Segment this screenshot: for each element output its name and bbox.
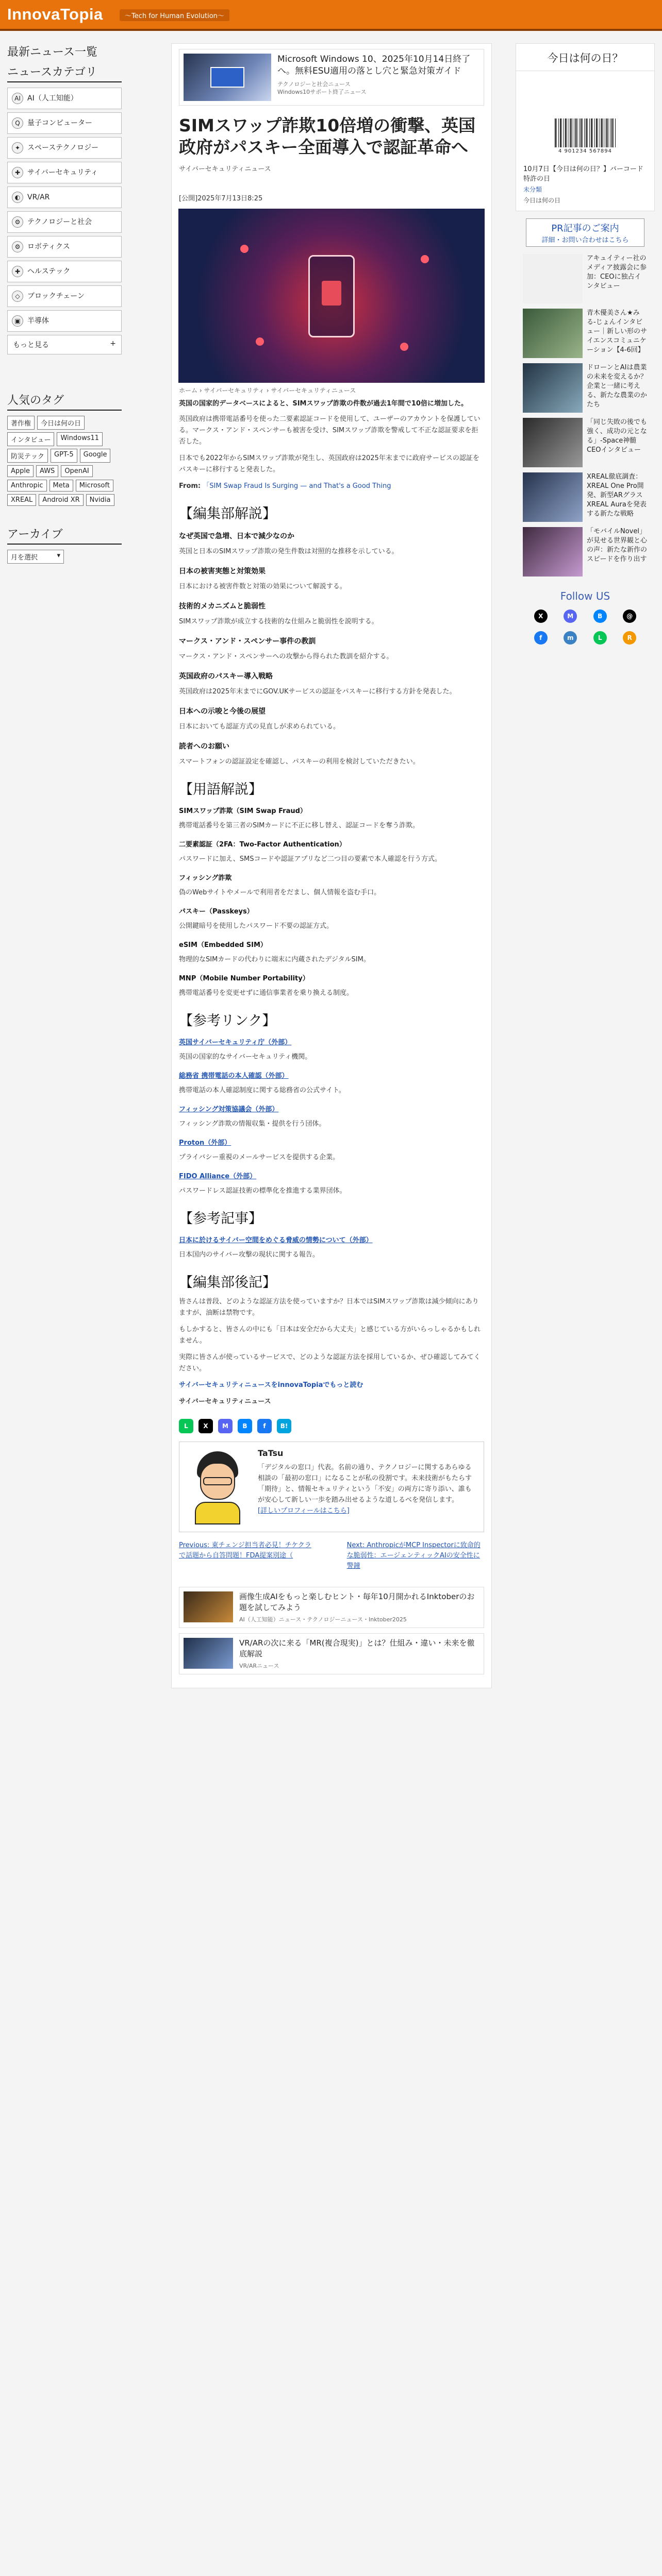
misskey-icon[interactable]: m — [564, 631, 577, 645]
tag-chip[interactable]: 防災テック — [7, 449, 48, 463]
author-box — [179, 1442, 484, 1532]
reference-desc: 英国の国家的なサイバーセキュリティ機関。 — [179, 1053, 312, 1061]
subsection-text: マークス・アンド・スペンサーへの攻撃から得られた教訓を紹介する。 — [179, 653, 393, 660]
from-label: From: — [179, 482, 201, 490]
category-label: スペーステクノロジー — [27, 144, 99, 152]
category-icon: ✚ — [12, 266, 23, 277]
social-icons-row-1 — [516, 609, 655, 623]
subsection-title: 日本への示唆と今後の展望 — [179, 707, 266, 716]
reference-link[interactable]: 英国サイバーセキュリティ庁（外部） — [179, 1039, 292, 1046]
reference-link[interactable]: フィッシング対策協議会（外部） — [179, 1106, 279, 1113]
reference-desc: フィッシング詐欺の情報収集・提供を行う団体。 — [179, 1120, 326, 1128]
sidebar-article[interactable] — [523, 254, 648, 303]
category-item[interactable] — [7, 310, 122, 332]
tag-chip[interactable]: Apple — [7, 465, 34, 477]
category-item[interactable] — [7, 112, 122, 134]
sidebar-article-title[interactable]: アキュイティー社のメディア披露会に参加：CEOに独占インタビュー — [587, 255, 647, 290]
reference-item — [179, 1070, 484, 1080]
subsection-text: スマートフォンの認証設定を確認し、パスキーの利用を検討していただきたい。 — [179, 758, 420, 766]
network-node-icon — [240, 245, 249, 253]
author-avatar — [186, 1448, 250, 1526]
sim-card-icon — [322, 281, 341, 306]
latest-news-heading[interactable]: 最新ニュース一覧 — [7, 46, 97, 59]
sidebar-article-thumbnail — [523, 527, 583, 577]
tag-chip[interactable]: 今日は何の日 — [37, 416, 85, 430]
related-meta: VR/ARニュース — [239, 1663, 279, 1669]
sidebar-article[interactable] — [523, 527, 648, 577]
line-icon[interactable]: L — [593, 631, 607, 645]
category-item[interactable] — [7, 187, 122, 208]
pr-banner-title: PR記事のご案内 — [551, 223, 619, 234]
barcode-number: 4 901234 567894 — [558, 148, 613, 154]
sidebar-article-thumbnail — [523, 254, 583, 303]
sidebar-article-title[interactable]: 「同じ失敗の後でも強く、成功の元となる」-Space神髄CEOインタビュー — [587, 418, 648, 454]
category-heading: ニュースカテゴリ — [7, 63, 122, 82]
reference-desc: 日本国内のサイバー攻撃の現状に関する報告。 — [179, 1251, 319, 1259]
sidebar-article-thumbnail — [523, 418, 583, 467]
sidebar-article-title[interactable]: 「モバイルNovel」が見せる世界観と心の声：新たな新作のスピードを作り出す — [587, 528, 648, 563]
glossary-term: パスキー（Passkeys） — [179, 908, 254, 916]
tag-chip[interactable]: Google — [80, 449, 111, 463]
post-navigation — [179, 1540, 484, 1571]
today-widget — [516, 43, 655, 211]
tag-chip[interactable]: 著作権 — [7, 416, 35, 430]
tag-chip[interactable]: AWS — [36, 465, 58, 477]
reference-item — [179, 1137, 484, 1147]
references-heading: 【参考リンク】 — [179, 1013, 276, 1029]
today-category[interactable]: 未分類 — [523, 186, 542, 193]
reference-link[interactable]: Proton（外部） — [179, 1139, 231, 1147]
category-label: ヘルステック — [27, 267, 71, 276]
pr-banner[interactable] — [526, 218, 644, 247]
category-icon: ◐ — [12, 192, 23, 203]
postscript-heading: 【編集部後記】 — [179, 1275, 276, 1291]
reference-link[interactable]: FIDO Alliance（外部） — [179, 1173, 257, 1180]
glossary-definition: 携帯電話番号を変更せずに通信事業者を乗り換える制度。 — [179, 989, 354, 997]
hatena-share-icon[interactable]: B! — [277, 1419, 291, 1433]
source-line — [179, 481, 484, 492]
topic-link[interactable]: サイバーセキュリティニュースをinnovaTopiaでもっと読む — [179, 1381, 363, 1389]
glossary-definition: 携帯電話番号を第三者のSIMカードに不正に移し替え、認証コードを奪う詐欺。 — [179, 822, 420, 829]
subsection-text: 日本においても認証方式の見直しが求められている。 — [179, 723, 340, 731]
category-icon: AI — [12, 93, 23, 104]
archive-select[interactable] — [7, 550, 64, 564]
barcode-image[interactable] — [555, 118, 616, 147]
author-profile-link[interactable]: [詳しいプロフィールはこちら] — [258, 1507, 350, 1515]
source-link[interactable]: 「SIM Swap Fraud Is Surging — and That's a Good Thing — [203, 482, 391, 490]
line-share-icon[interactable]: L — [179, 1419, 193, 1433]
glossary-term: 二要素認証（2FA：Two-Factor Authentication） — [179, 841, 346, 849]
glossary-definition: 偽のWebサイトやメールで利用者をだまし、個人情報を盗む手口。 — [179, 889, 381, 896]
category-item[interactable] — [7, 211, 122, 233]
related-title[interactable]: 画像生成AIをもっと楽しむヒント・毎年10月開かれるInktoberのお題を試してみよう — [239, 1592, 475, 1612]
tag-chip[interactable]: Microsoft — [76, 480, 113, 492]
category-label: 半導体 — [27, 317, 49, 325]
x-icon[interactable]: X — [534, 609, 548, 623]
mastodon-share-icon[interactable]: M — [218, 1419, 233, 1433]
article-title: SIMスワップ詐欺10倍増の衝撃、英国政府がパスキー全面導入で認証革命へ — [179, 115, 476, 157]
facebook-icon[interactable]: f — [534, 631, 548, 645]
article-category[interactable]: サイバーセキュリティニュース — [179, 165, 271, 173]
tag-chip[interactable]: XREAL — [7, 494, 36, 506]
reference-item — [179, 1104, 484, 1113]
category-label: ロボティクス — [27, 243, 70, 251]
category-item[interactable] — [7, 261, 122, 282]
social-icons-row-2 — [516, 631, 655, 645]
subsection-title: なぜ英国で急増、日本で減少なのか — [179, 532, 294, 540]
related-title[interactable]: VR/ARの次に来る「MR(複合現実)」とは？仕組み・違い・未来を徹底解説 — [239, 1638, 475, 1658]
category-label: 量子コンピューター — [27, 119, 92, 127]
category-item[interactable] — [7, 162, 122, 183]
threads-icon[interactable]: @ — [623, 609, 636, 623]
network-node-icon — [400, 343, 408, 351]
intro-paragraph: 英国政府は携帯電話番号を使った二要素認証コードを使用して、ユーザーのアカウントを保護している。マークス・アンド・スペンサーも被害を受け、SIMスワップ詐欺を警戒して不正な認証要求を拒否した。 — [179, 415, 481, 446]
bluesky-icon[interactable]: B — [593, 609, 607, 623]
glossary-term: MNP（Mobile Number Portability） — [179, 975, 309, 982]
section-heading: 【編集部解説】 — [179, 506, 276, 522]
reference-item — [179, 1234, 484, 1244]
share-buttons — [179, 1419, 484, 1433]
author-name: TaTsu — [258, 1448, 284, 1458]
popular-tags-heading: 人気のタグ — [7, 392, 122, 411]
featured-meta-2: Windows10サポート終了ニュース — [277, 89, 367, 95]
rss-icon[interactable]: R — [623, 631, 636, 645]
reference-item — [179, 1037, 484, 1046]
category-label: テクノロジーと社会 — [27, 218, 92, 226]
tag-chip[interactable]: Anthropic — [7, 480, 47, 492]
windows-logo-icon — [210, 67, 244, 88]
tag-chip[interactable]: インタビュー — [7, 432, 54, 446]
featured-article-card[interactable] — [179, 49, 484, 106]
category-item[interactable] — [7, 236, 122, 258]
right-sidebar — [516, 43, 655, 653]
header-divider — [0, 29, 662, 31]
sidebar-article[interactable] — [523, 363, 648, 413]
archive-heading: アーカイブ — [7, 526, 122, 545]
site-tagline: ～Tech for Human Evolution～ — [120, 9, 229, 21]
breadcrumb[interactable]: ホーム › サイバーセキュリティ › サイバーセキュリティニュース — [179, 387, 356, 394]
related-articles — [172, 1587, 491, 1688]
related-article-card[interactable] — [179, 1633, 484, 1674]
facebook-share-icon[interactable]: f — [257, 1419, 272, 1433]
category-icon: ⚙ — [12, 241, 23, 252]
chevron-down-icon: ▾ — [57, 552, 60, 560]
subsection-text: SIMスワップ詐欺が成立する技術的な仕組みと脆弱性を説明する。 — [179, 618, 378, 625]
reference-list — [172, 1037, 491, 1197]
tag-cloud — [7, 416, 122, 506]
subsection-text: 日本における被害件数と対策の効果について解説する。 — [179, 583, 346, 590]
archive-select-value: 月を選択 — [11, 554, 38, 562]
bluesky-share-icon[interactable]: B — [238, 1419, 252, 1433]
category-icon: ▣ — [12, 315, 23, 327]
postscript — [172, 1296, 491, 1375]
category-item[interactable] — [7, 137, 122, 159]
category-label: サイバーセキュリティ — [27, 168, 98, 177]
pr-banner-sub: 詳細・お問い合わせはこちら — [541, 236, 629, 244]
tag-chip[interactable]: Nvidia — [86, 494, 114, 506]
related-thumbnail — [184, 1591, 233, 1622]
network-node-icon — [256, 337, 264, 346]
subsection-title: 日本の被害実態と対策効果 — [179, 567, 266, 575]
tag-chip[interactable]: OpenAI — [61, 465, 92, 477]
category-icon: ✚ — [12, 167, 23, 178]
related-meta: AI（人工知能）ニュース・テクノロジーニュース・Inktober2025 — [239, 1616, 407, 1623]
left-sidebar — [7, 43, 122, 564]
reference-item — [179, 1171, 484, 1180]
postscript-paragraph: もしかすると、皆さんの中にも「日本は安全だから大丈夫」と感じている方がいらっしゃるかもしれません。 — [179, 1326, 481, 1345]
category-item[interactable] — [7, 88, 122, 109]
today-title[interactable]: 10月7日【今日は何の日？】バーコード特許の日 — [523, 165, 643, 183]
reference-article-list — [172, 1234, 491, 1261]
category-list — [7, 88, 122, 332]
article-column — [171, 43, 492, 1688]
featured-title[interactable]: Microsoft Windows 10、2025年10月14日終了へ。無料ESU適用の落とし穴と緊急対策ガイド — [277, 54, 471, 76]
subsection-text: 英国政府は2025年末までにGOV.UKサービスの認証をパスキーに移行する方針を発表した。 — [179, 688, 456, 696]
subsection-title: マークス・アンド・スペンサー事件の教訓 — [179, 637, 316, 646]
sidebar-article-list — [516, 254, 655, 577]
ref-articles-heading: 【参考記事】 — [179, 1211, 262, 1227]
related-article-card[interactable] — [179, 1587, 484, 1628]
category-item[interactable] — [7, 285, 122, 307]
glossary-definition: 公開鍵暗号を使用したパスワード不要の認証方式。 — [179, 922, 334, 930]
category-icon: Q — [12, 117, 23, 129]
topic-footer[interactable]: サイバーセキュリティニュース — [179, 1398, 271, 1405]
previous-post-link[interactable]: Previous: 東チェンジ担当者必見！チケクラで話題から自答問題！FDA提案別途（ — [179, 1541, 311, 1560]
x-share-icon[interactable]: X — [198, 1419, 213, 1433]
hero-image — [178, 209, 485, 383]
more-label: もっと見る — [13, 341, 49, 349]
reference-link[interactable]: 総務省 携帯電話の本人確認（外部） — [179, 1072, 289, 1080]
tag-chip[interactable]: Windows11 — [57, 432, 103, 446]
network-node-icon — [421, 255, 429, 263]
today-heading: 今日は何の日？ — [516, 44, 654, 71]
glossary-term: SIMスワップ詐欺（SIM Swap Fraud） — [179, 807, 307, 815]
featured-meta-1: テクノロジーと社会ニュース — [277, 81, 351, 88]
subsection-title: 英国政府のパスキー導入戦略 — [179, 672, 273, 681]
sidebar-article[interactable] — [523, 309, 648, 358]
sidebar-article-thumbnail — [523, 309, 583, 358]
sidebar-article-title[interactable]: 青木優美さん★みる-じょんインタビュー｜新しい形のサイエンスコミュニケーション【4-6回】 — [587, 309, 648, 354]
article-intro — [172, 414, 491, 476]
category-label: AI（人工知能） — [27, 94, 78, 103]
publish-date: [公開]2025年7月13日8:25 — [179, 195, 263, 202]
postscript-paragraph: 実際に皆さんが使っているサービスで、どのような認証方法を採用しているか、ぜひ確認してみてください。 — [179, 1353, 481, 1372]
section-heading: 【用語解説】 — [179, 782, 262, 798]
category-label: ブロックチェーン — [27, 292, 85, 300]
reference-link[interactable]: 日本に於けるサイバー空間をめぐる脅威の情勢について（外部） — [179, 1236, 373, 1244]
subsection-title: 技術的メカニズムと脆弱性 — [179, 602, 266, 611]
postscript-paragraph: 皆さんは普段、どのような認証方法を使っていますか？日本ではSIMスワップ詐欺は減少傾向にありますが、油断は禁物です。 — [179, 1298, 479, 1317]
category-icon: ⚙ — [12, 216, 23, 228]
category-label: VR/AR — [27, 193, 50, 201]
plus-icon: + — [110, 340, 116, 348]
mastodon-icon[interactable]: M — [564, 609, 577, 623]
sidebar-article-title[interactable]: ドローンとAIは農業の未来を変えるか？企業と一緒に考える、新たな農業のかたち — [587, 364, 648, 409]
author-bio: 「デジタルの窓口」代表。名前の通り、テクノロジーに関するあらゆる相談の「最初の窓口」になることが私の役割です。未来技術がもたらす「期待」と、情報セキュリティという「不安」の両方に寄り添い、誰もが安心して新しい一歩を踏み出せるような道しるべを発信します。 — [258, 1464, 472, 1504]
more-categories-button[interactable] — [7, 335, 122, 354]
article-sections — [172, 502, 491, 999]
glossary-term: eSIM（Embedded SIM） — [179, 941, 267, 949]
tag-chip[interactable]: Meta — [49, 480, 73, 492]
sidebar-article-thumbnail — [523, 363, 583, 413]
category-icon: ◇ — [12, 291, 23, 302]
today-tag[interactable]: 今日は何の日 — [523, 197, 561, 204]
tag-chip[interactable]: GPT-5 — [51, 449, 77, 463]
subsection-text: 英国と日本のSIMスワップ詐欺の発生件数は対照的な推移を示している。 — [179, 548, 399, 555]
site-logo[interactable]: InnovaTopia — [7, 5, 103, 23]
sidebar-article[interactable] — [523, 418, 648, 467]
subsection-title: 読者へのお願い — [179, 742, 229, 751]
featured-thumbnail — [184, 54, 271, 101]
sidebar-article-title[interactable]: XREAL徹底調査：XREAL One Pro開発、新型ARグラスXREAL Auraを発表する新たな戦略 — [587, 473, 647, 518]
hero-caption: 英国の国家的データベースによると、SIMスワップ詐欺の件数が過去1年間で10倍に増加した。 — [179, 400, 468, 408]
reference-desc: 携帯電話の本人確認制度に関する総務省の公式サイト。 — [179, 1087, 345, 1094]
reference-desc: パスワードレス認証技術の標準化を推進する業界団体。 — [179, 1187, 346, 1195]
next-post-link[interactable]: Next: AnthropicがMCP Inspectorに致命的な脆弱性：エージェンティックAIの安全性に警鐘 — [346, 1541, 481, 1570]
glossary-definition: パスワードに加え、SMSコードや認証アプリなど二つ目の要素で本人確認を行う方式。 — [179, 855, 441, 863]
sidebar-article-thumbnail — [523, 472, 583, 522]
related-thumbnail — [184, 1638, 233, 1669]
sidebar-article[interactable] — [523, 472, 648, 522]
glossary-term: フィッシング詐欺 — [179, 874, 232, 882]
follow-heading: Follow US — [560, 590, 610, 602]
category-icon: ✦ — [12, 142, 23, 154]
intro-paragraph: 日本でも2022年からSIMスワップ詐欺が発生し、英国政府は2025年末までに政府サービスの認証をパスキーに移行すると発表した。 — [179, 454, 479, 473]
reference-desc: プライバシー重視のメールサービスを提供する企業。 — [179, 1154, 340, 1161]
glossary-definition: 物理的なSIMカードの代わりに端末に内蔵されたデジタルSIM。 — [179, 956, 370, 963]
tag-chip[interactable]: Android XR — [39, 494, 83, 506]
